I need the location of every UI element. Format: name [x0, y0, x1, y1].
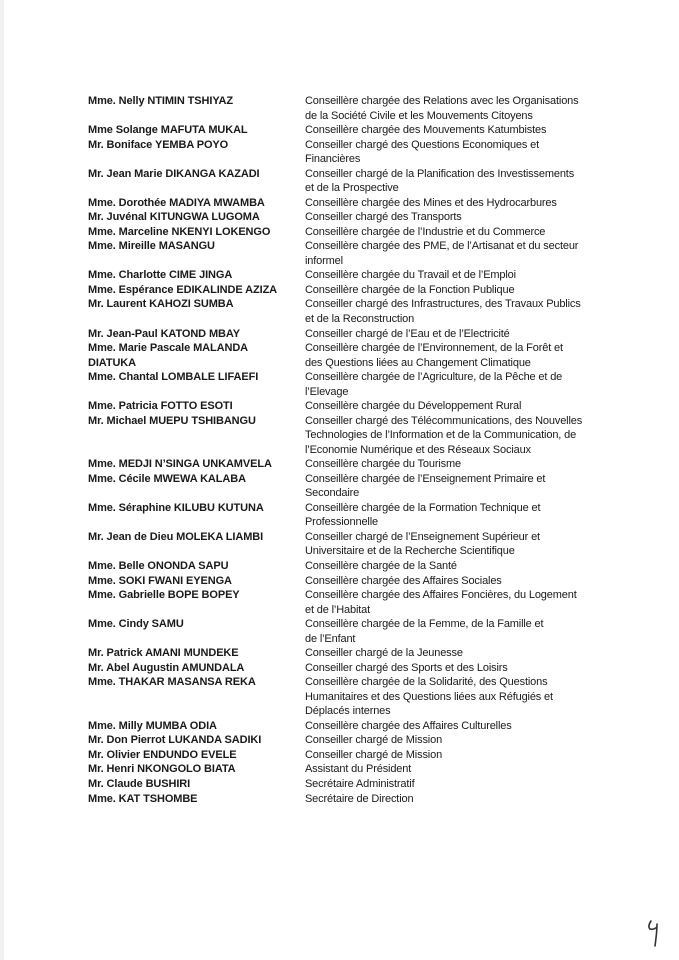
advisor-entry — [88, 457, 628, 472]
advisor-name: Mr. Juvénal KITUNGWA LUGOMA — [88, 211, 260, 224]
advisor-role: Conseillère chargée de la Formation Technique et — [305, 501, 541, 514]
advisor-name: Mme Solange MAFUTA MUKAL — [88, 124, 248, 137]
advisor-name: Mr. Abel Augustin AMUNDALA — [88, 661, 245, 674]
advisor-name: Mr. Jean de Dieu MOLEKA LIAMBI — [88, 530, 264, 543]
advisor-role: Conseillère chargée de la Femme, de la Famille et — [305, 618, 544, 631]
advisor-name: Mme. Milly MUMBA ODIA — [88, 719, 217, 732]
advisor-row — [88, 733, 628, 748]
advisor-name — [88, 603, 305, 618]
advisor-row — [88, 515, 628, 530]
advisor-role: l’Economie Numérique et des Réseaux Sociaux — [305, 443, 531, 456]
advisor-role: Conseillère chargée de l’Enseignement Primaire et — [305, 472, 546, 485]
advisor-entry — [88, 297, 628, 326]
advisor-row — [88, 196, 628, 211]
advisor-name — [88, 443, 305, 458]
advisor-name: Mr. Jean Marie DIKANGA KAZADI — [88, 167, 260, 180]
advisor-row — [88, 443, 628, 458]
advisor-role: Conseillère chargée des PME, de l’Artisanat et du secteur — [305, 240, 579, 253]
advisor-role: Conseillère chargée du Développement Rural — [305, 400, 522, 413]
advisor-name: Mme. Mireille MASANGU — [88, 240, 215, 253]
advisor-name: Mme. Marie Pascale MALANDA — [88, 342, 249, 355]
advisor-name — [88, 181, 305, 196]
advisor-name: Mme. Nelly NTIMIN TSHIYAZ — [88, 95, 234, 107]
advisor-name: DIATUKA — [88, 356, 136, 369]
advisor-role: Conseillère chargée de l’Environnement, de la Forêt et — [305, 342, 563, 355]
advisor-row — [88, 486, 628, 501]
advisor-row — [88, 341, 628, 356]
advisor-row — [88, 559, 628, 574]
advisor-name — [88, 704, 305, 719]
advisor-role: Déplacés internes — [305, 705, 391, 718]
advisor-entry — [88, 733, 628, 748]
advisor-name: Mme. Cindy SAMU — [88, 618, 184, 631]
advisor-role: l’Elevage — [305, 385, 349, 398]
advisor-row — [88, 762, 628, 777]
advisor-row — [88, 690, 628, 705]
advisor-name: Mme. SOKI FWANI EYENGA — [88, 574, 232, 587]
advisor-row — [88, 414, 628, 429]
advisor-role: Conseiller chargé de l’Enseignement Supérieur et — [305, 530, 540, 543]
advisor-row — [88, 254, 628, 269]
advisor-role: Professionnelle — [305, 516, 378, 529]
advisor-entry — [88, 123, 628, 138]
advisor-row — [88, 588, 628, 603]
advisor-name: Mr. Patrick AMANI MUNDEKE — [88, 647, 239, 660]
advisor-entry — [88, 675, 628, 719]
advisor-entry — [88, 719, 628, 734]
advisor-row — [88, 312, 628, 327]
advisor-entry — [88, 327, 628, 342]
advisor-role: et de la Reconstruction — [305, 312, 415, 325]
advisor-row — [88, 603, 628, 618]
advisor-row — [88, 94, 628, 109]
advisor-name — [88, 632, 305, 647]
advisor-entry — [88, 414, 628, 458]
advisor-row — [88, 181, 628, 196]
advisor-row — [88, 675, 628, 690]
advisor-role: Assistant du Président — [305, 763, 412, 776]
advisor-row — [88, 617, 628, 632]
advisor-row — [88, 138, 628, 153]
advisor-row — [88, 399, 628, 414]
advisor-role: Conseiller chargé des Télécommunications, des Nouvelles — [305, 414, 583, 427]
advisor-row — [88, 109, 628, 124]
advisor-role: Secrétaire Administratif — [305, 777, 415, 790]
advisor-role: Conseiller chargé des Sports et des Loisirs — [305, 661, 508, 674]
advisor-role: Technologies de l’Information et de la Communication, de — [305, 429, 577, 442]
advisor-entry — [88, 530, 628, 559]
advisor-entry — [88, 341, 628, 370]
advisor-row — [88, 792, 628, 807]
advisor-entry — [88, 167, 628, 196]
advisor-name: Mr. Olivier ENDUNDO EVELE — [88, 748, 237, 761]
advisor-entry — [88, 748, 628, 763]
advisor-name — [88, 312, 305, 327]
advisor-role: Secondaire — [305, 487, 360, 500]
advisor-role: Conseiller chargé de la Jeunesse — [305, 647, 463, 660]
advisor-role: Conseillère chargée des Affaires Sociales — [305, 574, 502, 587]
advisor-row — [88, 356, 628, 371]
advisor-role: Conseiller chargé de Mission — [305, 734, 443, 747]
advisor-row — [88, 530, 628, 545]
advisor-row — [88, 152, 628, 167]
advisor-row — [88, 123, 628, 138]
advisor-row — [88, 297, 628, 312]
advisor-row — [88, 428, 628, 443]
advisor-name: Mr. Henri NKONGOLO BIATA — [88, 763, 236, 776]
advisor-name: Mr. Michael MUEPU TSHIBANGU — [88, 414, 256, 427]
advisor-name: Mme. THAKAR MASANSA REKA — [88, 676, 256, 689]
advisor-row — [88, 574, 628, 589]
advisor-entry — [88, 196, 628, 211]
advisor-entry — [88, 661, 628, 676]
advisors-list — [88, 94, 628, 806]
advisor-role: Conseiller chargé des Transports — [305, 211, 462, 224]
advisor-row — [88, 777, 628, 792]
advisor-name — [88, 486, 305, 501]
advisor-row — [88, 457, 628, 472]
advisor-role: Secrétaire de Direction — [305, 792, 414, 805]
advisor-entry — [88, 370, 628, 399]
advisor-row — [88, 210, 628, 225]
advisor-name: Mme. Marceline NKENYI LOKENGO — [88, 225, 271, 238]
advisor-name: Mme. KAT TSHOMBE — [88, 792, 198, 805]
advisor-role: Conseiller chargé de l’Eau et de l’Electricité — [305, 327, 510, 340]
advisor-row — [88, 283, 628, 298]
advisor-name: Mme. Belle ONONDA SAPU — [88, 560, 229, 572]
advisor-role: Financières — [305, 153, 361, 166]
advisor-row — [88, 661, 628, 676]
advisor-entry — [88, 646, 628, 661]
advisor-role: informel — [305, 254, 343, 267]
advisor-name — [88, 544, 305, 559]
advisor-entry — [88, 268, 628, 283]
advisor-role: Conseillère chargée de la Fonction Publique — [305, 283, 515, 296]
advisor-role: et de la Prospective — [305, 182, 399, 195]
page-edge — [0, 0, 4, 960]
advisor-role: Conseiller chargé de la Planification des Investissements — [305, 167, 575, 180]
advisor-role: Conseillère chargée des Relations avec les Organisations — [305, 95, 579, 107]
advisor-row — [88, 239, 628, 254]
advisor-role: Conseillère chargée de l’Industrie et du Commerce — [305, 225, 546, 238]
advisor-row — [88, 719, 628, 734]
advisor-name: Mme. MEDJI N’SINGA UNKAMVELA — [88, 458, 272, 471]
advisor-row — [88, 501, 628, 516]
advisor-entry — [88, 225, 628, 240]
advisor-entry — [88, 472, 628, 501]
advisor-role: Humanitaires et des Questions liées aux Réfugiés et — [305, 690, 553, 703]
advisor-row — [88, 646, 628, 661]
advisor-row — [88, 385, 628, 400]
advisor-name: Mr. Don Pierrot LUKANDA SADIKI — [88, 734, 262, 747]
advisor-role: des Questions liées au Changement Climatique — [305, 356, 531, 369]
advisor-entry — [88, 617, 628, 646]
advisor-row — [88, 748, 628, 763]
advisor-role: de l’Enfant — [305, 632, 356, 645]
advisor-entry — [88, 559, 628, 574]
advisor-row — [88, 327, 628, 342]
advisor-row — [88, 704, 628, 719]
advisor-role: Conseillère chargée du Tourisme — [305, 458, 461, 471]
advisor-entry — [88, 574, 628, 589]
advisor-name: Mr. Claude BUSHIRI — [88, 777, 191, 790]
advisor-entry — [88, 762, 628, 777]
advisor-role: Conseillère chargée de la Santé — [305, 560, 457, 572]
advisor-name — [88, 428, 305, 443]
advisor-name: Mr. Jean-Paul KATOND MBAY — [88, 327, 240, 340]
advisor-row — [88, 632, 628, 647]
advisor-row — [88, 167, 628, 182]
advisor-name: Mme. Charlotte CIME JINGA — [88, 269, 233, 282]
advisor-role: Conseillère chargée de la Solidarité, des Questions — [305, 676, 548, 689]
advisor-row — [88, 225, 628, 240]
advisor-name: Mme. Chantal LOMBALE LIFAEFI — [88, 371, 259, 384]
advisor-name — [88, 690, 305, 705]
advisor-name: Mme. Dorothée MADIYA MWAMBA — [88, 196, 265, 209]
advisor-row — [88, 370, 628, 385]
advisor-entry — [88, 777, 628, 792]
advisor-name: Mme. Séraphine KILUBU KUTUNA — [88, 501, 264, 514]
advisor-entry — [88, 283, 628, 298]
advisor-role: Conseiller chargé des Infrastructures, des Travaux Publics — [305, 298, 581, 311]
advisor-entry — [88, 501, 628, 530]
advisor-role: Universitaire et de la Recherche Scientifique — [305, 545, 515, 558]
advisor-role: Conseiller chargé des Questions Economiques et — [305, 138, 540, 151]
advisor-name: Mr. Laurent KAHOZI SUMBA — [88, 298, 234, 311]
advisor-row — [88, 544, 628, 559]
advisor-entry — [88, 588, 628, 617]
advisor-name: Mme. Espérance EDIKALINDE AZIZA — [88, 283, 278, 296]
advisor-role: Conseillère chargée de l’Agriculture, de la Pêche et de — [305, 371, 563, 384]
advisor-name — [88, 385, 305, 400]
advisor-role: de la Société Civile et les Mouvements Citoyens — [305, 109, 533, 122]
advisor-entry — [88, 138, 628, 167]
advisor-name: Mme. Patricia FOTTO ESOTI — [88, 400, 233, 413]
advisor-role: Conseillère chargée des Mines et des Hydrocarbures — [305, 196, 557, 209]
advisor-role: Conseillère chargée des Affaires Foncières, du Logement — [305, 589, 577, 602]
advisor-entry — [88, 239, 628, 268]
advisor-name: Mr. Boniface YEMBA POYO — [88, 138, 229, 151]
advisor-entry — [88, 94, 628, 123]
advisor-entry — [88, 399, 628, 414]
advisor-role: Conseillère chargée des Mouvements Katumbistes — [305, 124, 547, 137]
handwritten-initial-icon — [645, 918, 665, 948]
advisor-name — [88, 109, 305, 124]
advisor-name: Mme. Gabrielle BOPE BOPEY — [88, 589, 240, 602]
advisor-role: Conseillère chargée des Affaires Culturelles — [305, 719, 512, 732]
advisor-name — [88, 515, 305, 530]
advisor-name — [88, 152, 305, 167]
advisor-role: Conseillère chargée du Travail et de l’Emploi — [305, 269, 516, 282]
advisor-row — [88, 268, 628, 283]
advisor-role: Conseiller chargé de Mission — [305, 748, 443, 761]
advisor-row — [88, 472, 628, 487]
advisor-entry — [88, 792, 628, 807]
advisor-name — [88, 254, 305, 269]
advisor-name: Mme. Cécile MWEWA KALABA — [88, 472, 246, 485]
advisor-role: et de l’Habitat — [305, 603, 371, 616]
advisor-entry — [88, 210, 628, 225]
